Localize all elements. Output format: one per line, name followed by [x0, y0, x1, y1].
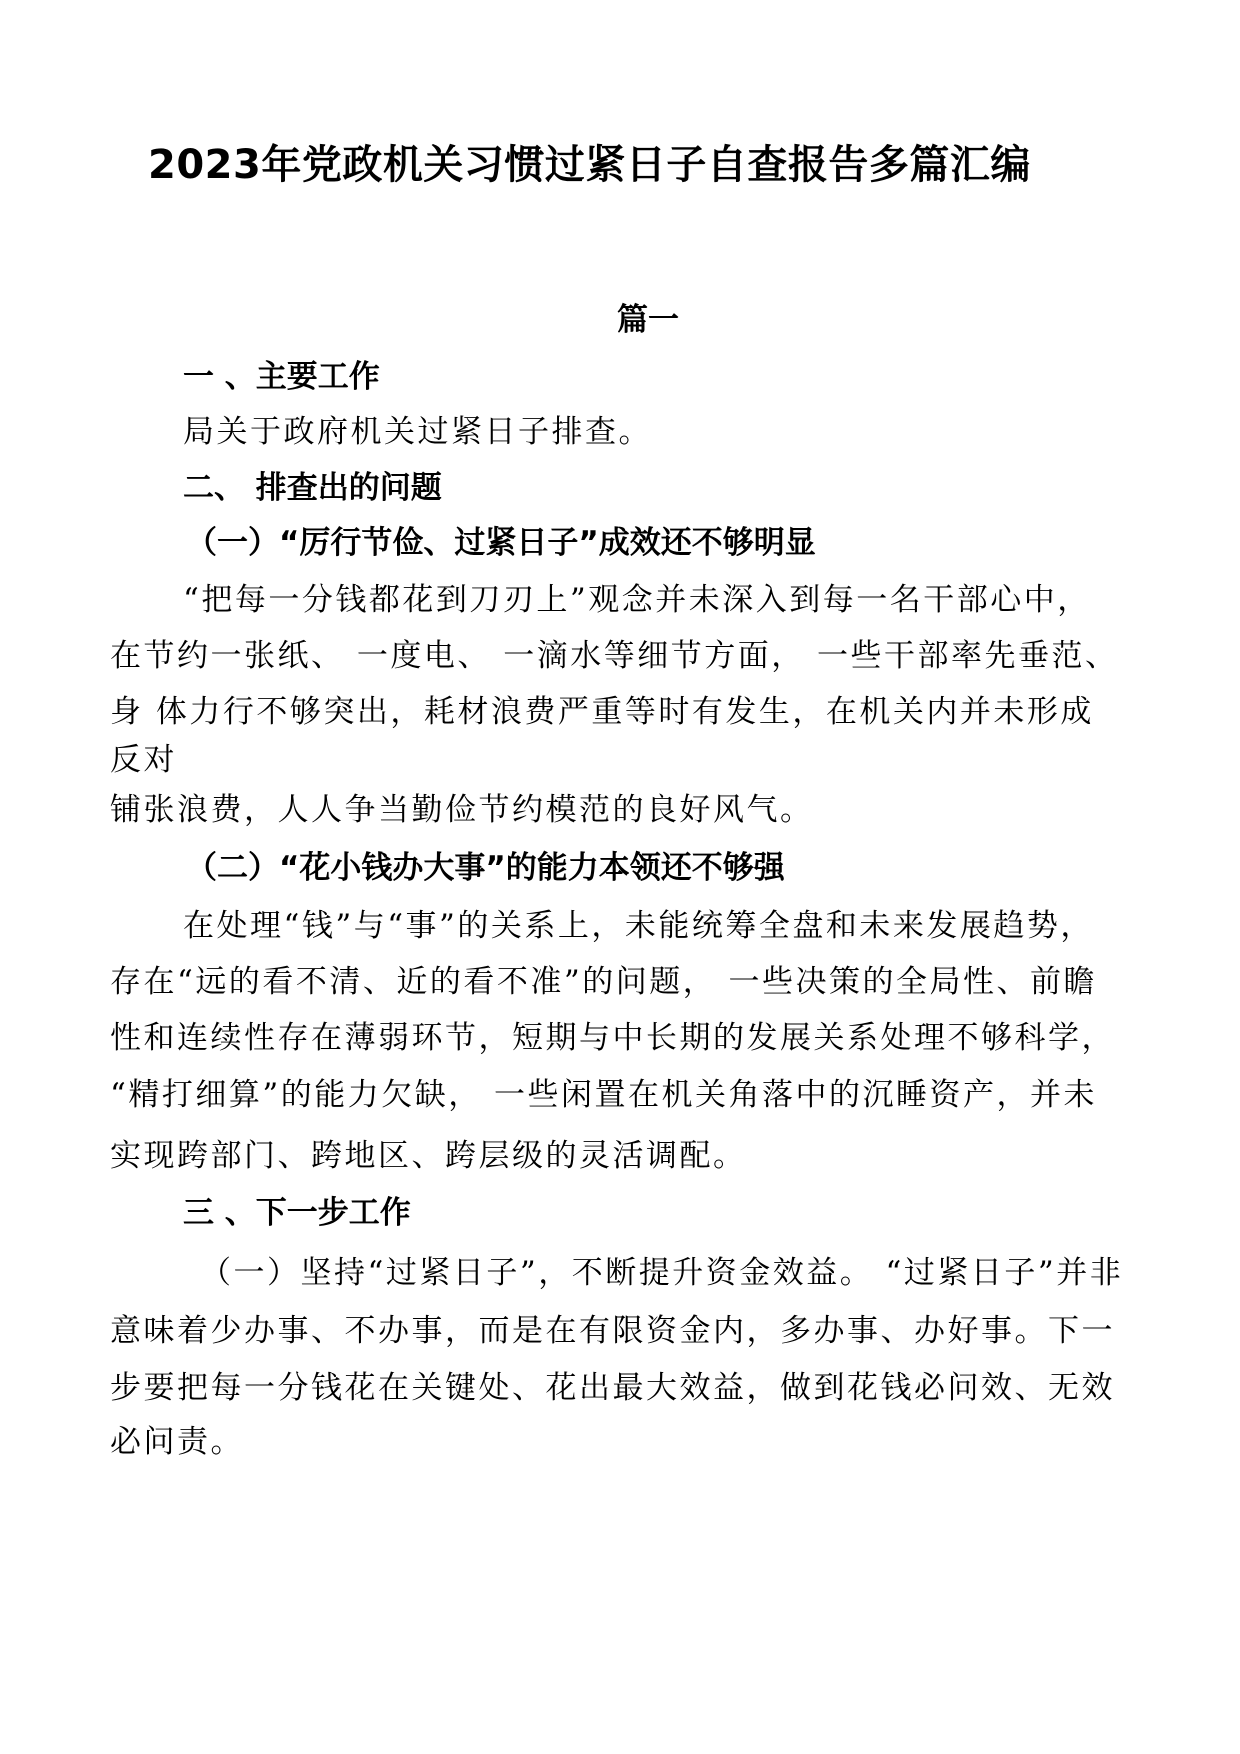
body-line: 必问责。: [110, 1424, 244, 1460]
section-heading: 三 、下一步工作: [183, 1195, 411, 1231]
body-line: 局关于政府机关过紧日子排查。: [183, 414, 652, 450]
body-line: 性和连续性存在薄弱环节，短期与中长期的发展关系处理不够科学，: [110, 1020, 1115, 1056]
body-line: 步要把每一分钱花在关键处、花出最大效益，做到花钱必问效、无效: [110, 1370, 1115, 1406]
section-heading: 二、 排查出的问题: [183, 470, 442, 506]
document-title: 2023年党政机关习惯过紧日子自查报告多篇汇编: [148, 142, 1031, 188]
subsection-heading: （一）“厉行节俭、过紧日子”成效还不够明显: [186, 525, 816, 561]
subsection-heading: （二）“花小钱办大事”的能力本领还不够强: [186, 850, 785, 886]
body-line: 身 体力行不够突出，耗材浪费严重等时有发生，在机关内并未形成: [110, 694, 1094, 730]
body-line: 实现跨部门、跨地区、跨层级的灵活调配。: [110, 1138, 747, 1174]
body-line: 意味着少办事、不办事，而是在有限资金内，多办事、办好事。下一: [110, 1313, 1115, 1349]
body-line: 在处理“钱”与“事”的关系上，未能统筹全盘和未来发展趋势，: [183, 908, 1094, 944]
body-line: 存在“远的看不清、近的看不准”的问题， 一些决策的全局性、前瞻: [110, 964, 1098, 1000]
body-line: 反对: [110, 742, 177, 778]
body-line: “把每一分钱都花到刀刃上”观念并未深入到每一名干部心中，: [183, 582, 1091, 618]
body-line: 在节约一张纸、 一度电、 一滴水等细节方面， 一些干部率先垂范、: [110, 638, 1119, 674]
part-label: 篇一: [617, 302, 679, 338]
section-heading: 一 、主要工作: [183, 359, 380, 395]
body-line: 铺张浪费，人人争当勤俭节约模范的良好风气。: [110, 792, 814, 828]
body-line: （一）坚持“过紧日子”，不断提升资金效益。 “过紧日子”并非: [200, 1255, 1124, 1291]
body-line: “精打细算”的能力欠缺， 一些闲置在机关角落中的沉睡资产，并未: [110, 1077, 1098, 1113]
